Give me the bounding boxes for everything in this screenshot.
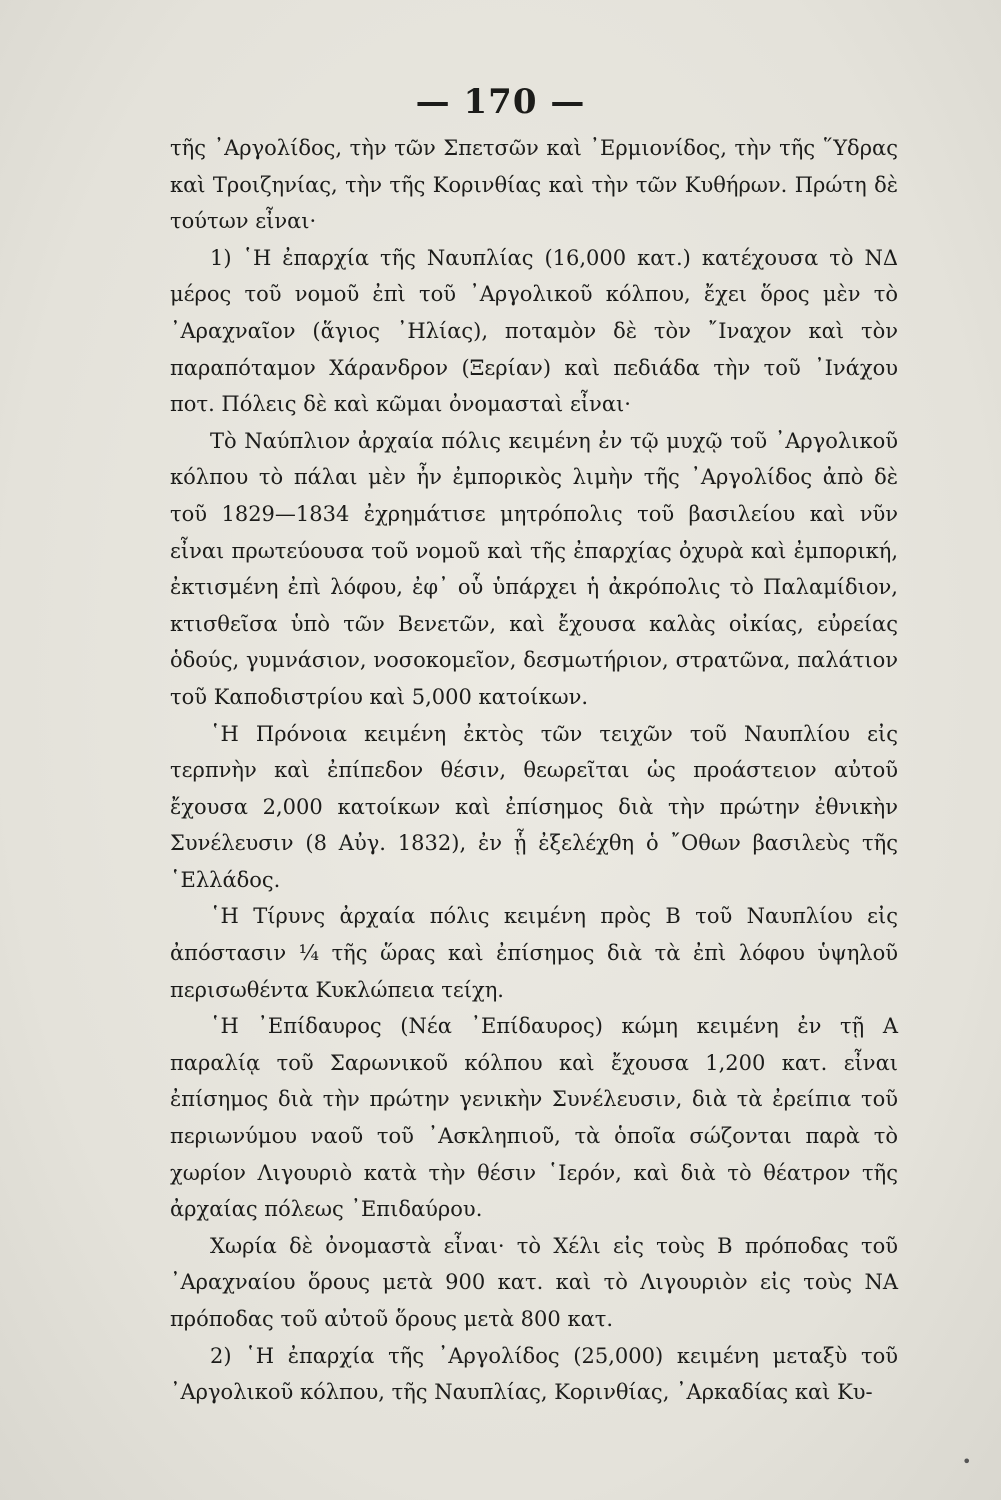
paragraph-nafplio: Τὸ Ναύπλιον ἀρχαία πόλις κειμένη ἐν τῷ μυχῷ τοῦ ᾿Αργολικοῦ κόλπου τὸ πάλαι μὲν ἦν ἐμπορικὸς λιμὴν τῆς ᾿Αργολίδος ἀπὸ δὲ τοῦ 1829—1834 ἐχρημάτισε μητρόπολις τοῦ βασιλείου καὶ νῦν εἶναι πρωτεύουσα τοῦ νομοῦ καὶ τῆς ἐπαρχίας ὀχυρὰ καὶ ἐμπορική, ἐκτισμένη ἐπὶ λόφου, ἐφ᾿ οὗ ὑπάρχει ἡ ἀκρόπολις τὸ Παλαμίδιον, κτισθεῖσα ὑπὸ τῶν Βενετῶν, καὶ ἔχουσα καλὰς οἰκίας, εὐρείας ὁδούς, γυμνάσιον, νοσοκομεῖον, δεσμωτήριον, στρατῶνα, παλάτιον τοῦ Καποδιστρίου καὶ 5,000 κατοίκων. <box>170 428 898 709</box>
paragraph-villages: Χωρία δὲ ὀνομαστὰ εἶναι· τὸ Χέλι εἰς τοὺς Β πρόποδας τοῦ ᾿Αραχναίου ὅρους μετὰ 900 κατ. καὶ τὸ Λιγουριὸν εἰς τοὺς ΝΑ πρόποδας τοῦ αὐτοῦ ὅρους μετὰ 800 κατ. <box>170 1233 898 1331</box>
paragraph-pronoia: ῾Η Πρόνοια κειμένη ἐκτὸς τῶν τειχῶν τοῦ Ναυπλίου εἰς τερπνὴν καὶ ἐπίπεδον θέσιν, θεωρεῖται ὡς προάστειον αὐτοῦ ἔχουσα 2,000 κατοίκων καὶ ἐπίσημος διὰ τὴν πρώτην ἐθνικὴν Συνέλευσιν (8 Αὐγ. 1832), ἐν ᾗ ἐξελέχθη ὁ ῎Οθων βασιλεὺς τῆς ῾Ελλάδος. <box>170 721 898 892</box>
page-number: — 170 — <box>415 82 586 122</box>
paragraph-continuation: τῆς ᾿Αργολίδος, τὴν τῶν Σπετσῶν καὶ ᾿Ερμιονίδος, τὴν τῆς ῞Υδρας καὶ Τροιζηνίας, τὴν τῆς Κορινθίας καὶ τὴν τῶν Κυθήρων. Πρώτη δὲ τούτων εἶναι· <box>170 136 898 234</box>
paragraph-epidaurus: ῾Η ᾿Επίδαυρος (Νέα ᾿Επίδαυρος) κώμη κειμένη ἐν τῇ Α παραλίᾳ τοῦ Σαρωνικοῦ κόλπου καὶ ἔχουσα 1,200 κατ. εἶναι ἐπίσημος διὰ τὴν πρώτην γενικὴν Συνέλευσιν, διὰ τὰ ἐρείπια τοῦ περιωνύμου ναοῦ τοῦ ᾿Ασκληπιοῦ, τὰ ὁποῖα σώζονται παρὰ τὸ χωρίον Λιγουριὸ κατὰ τὴν θέσιν ῾Ιερόν, καὶ διὰ τὸ θέατρον τῆς ἀρχαίας πόλεως ᾿Επιδαύρου. <box>170 1014 898 1222</box>
body-text <box>170 130 898 1411</box>
paragraph-argolis-province: 2) ῾Η ἐπαρχία τῆς ᾿Αργολίδος (25,000) κειμένη μεταξὺ τοῦ ᾿Αργολικοῦ κόλπου, τῆς Ναυπλίας, Κορινθίας, ᾿Αρκαδίας καὶ Κυ- <box>170 1343 898 1405</box>
paragraph-tiryns: ῾Η Τίρυνς ἀρχαία πόλις κειμένη πρὸς Β τοῦ Ναυπλίου εἰς ἀπόστασιν ¼ τῆς ὥρας καὶ ἐπίσημος διὰ τὰ ἐπὶ λόφου ὑψηλοῦ περισωθέντα Κυκλώπεια τείχη. <box>170 904 898 1002</box>
ink-speck: • <box>962 1452 972 1471</box>
paragraph-nafplia-province: 1) ῾Η ἐπαρχία τῆς Ναυπλίας (16,000 κατ.) κατέχουσα τὸ ΝΔ μέρος τοῦ νομοῦ ἐπὶ τοῦ ᾿Αργολικοῦ κόλπου, ἔχει ὅρος μὲν τὸ ᾿Αραχναῖον (ἅγιος ᾿Ηλίας), ποταμὸν δὲ τὸν ῎Ιναχον καὶ τὸν παραπόταμον Χάρανδρον (Ξερίαν) καὶ πεδιάδα τὴν τοῦ ᾿Ινάχου ποτ. Πόλεις δὲ καὶ κῶμαι ὀνομασταὶ εἶναι· <box>170 245 898 417</box>
